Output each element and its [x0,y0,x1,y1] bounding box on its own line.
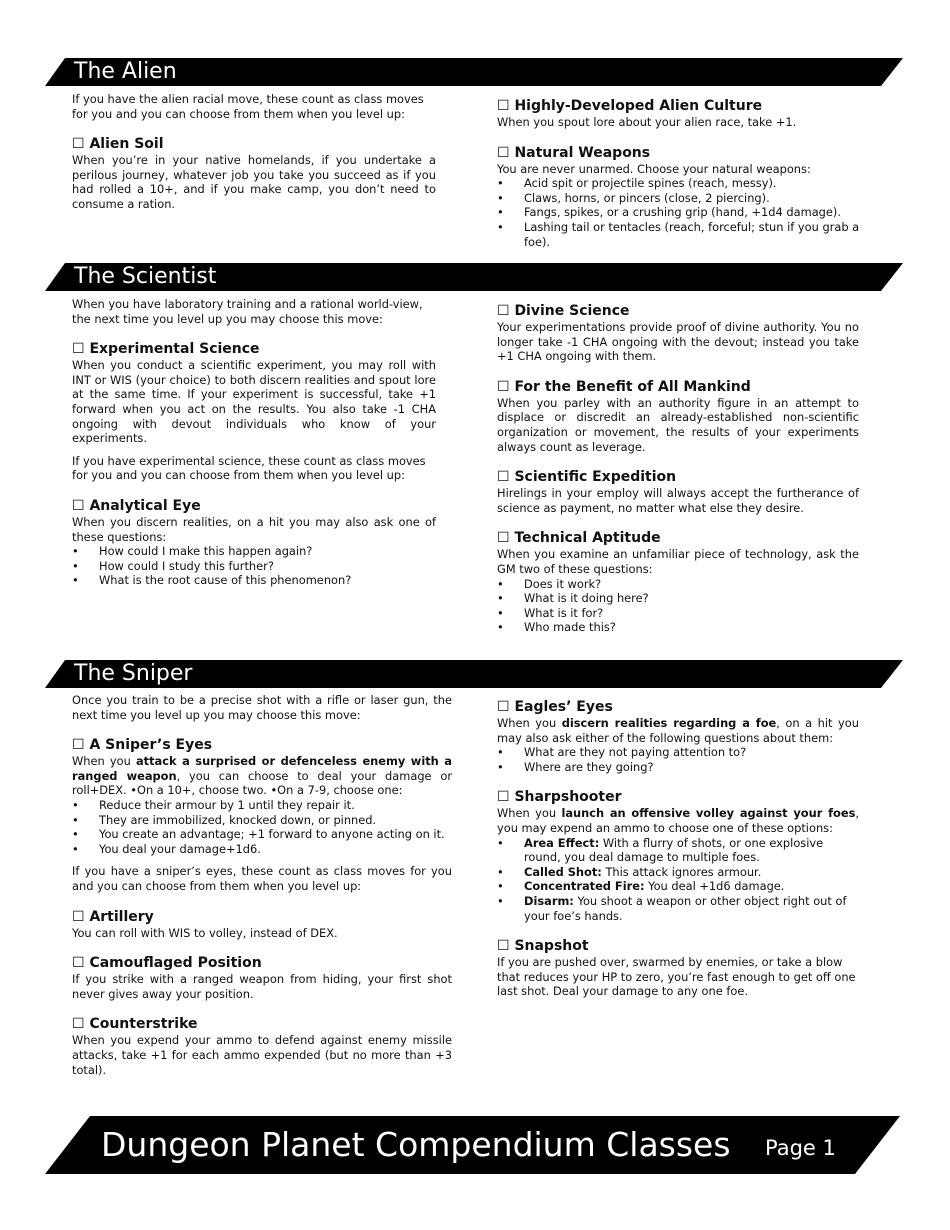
list-item: • Lashing tail or tentacles (reach, forceful; stun if you grab a foe). [497,220,882,249]
move-heading-sharpshooter: ☐ Sharpshooter [497,789,622,806]
move-heading-analytical-eye: ☐ Analytical Eye [72,497,201,514]
move-text-snipers-eyes: When you attack a surprised or defenceless enemy with a ranged weapon, you can choose to deal your damage or roll+DEX. •On a 10+, choose two. •On a 7-9, choose one: [72,754,453,798]
section-banner-sniper [0,660,950,688]
move-text-snapshot: If you are pushed over, swarmed by enemies, or take a blow that reduces your HP to zero, you’re fast enough to get off one last shot. Deal your damage to any one foe. [497,955,856,999]
checkbox-icon[interactable]: ☐ [497,469,510,486]
checkbox-icon[interactable]: ☐ [497,144,510,161]
list-item: • Area Effect: With a flurry of shots, or one explosive round, you deal damage to multiple foes. [497,836,859,865]
move-text-artillery: You can roll with WIS to volley, instead of DEX. [72,925,338,940]
natural-weapons-list [497,176,882,249]
move-text-alien-culture: When you spout lore about your alien race, take +1. [497,115,797,129]
checkbox-icon[interactable]: ☐ [72,136,85,153]
move-heading-alien-culture: ☐ Highly-Developed Alien Culture [497,98,763,114]
list-item: • Acid spit or projectile spines (reach, messy). [497,176,882,191]
footer-banner [0,1116,950,1174]
scientist-intro: When you have laboratory training and a rational world-view, the next time you level up you may choose this move: [72,297,423,326]
list-item: • You deal your damage+1d6. [72,842,452,857]
move-heading-snipers-eyes: ☐ A Sniper’s Eyes [72,737,213,754]
section-banner-scientist [0,263,950,291]
move-heading-alien-soil: ☐ Alien Soil [72,136,164,153]
checkbox-icon[interactable]: ☐ [497,98,510,114]
move-text-experimental-science: When you conduct a scientific experiment, you may roll with INT or WIS (your choice) to both discern realities and spout lore at the same time. If your experiment is successful, take +1 forward when you act on the results. You also take -1 CHA ongoing with devout individuals who know of your experiments. [72,358,436,446]
footer-title: Dungeon Planet Compendium Classes [101,1125,731,1164]
move-heading-snapshot: ☐ Snapshot [497,938,589,955]
section-title-alien: The Alien [74,59,177,84]
move-heading-eagles-eyes: ☐ Eagles’ Eyes [497,699,613,715]
list-item: • Where are they going? [497,760,859,775]
checkbox-icon[interactable]: ☐ [72,341,85,358]
move-heading-camouflaged-position: ☐ Camouflaged Position [72,955,262,972]
list-item: • Reduce their armour by 1 until they repair it. [72,798,452,813]
checkbox-icon[interactable]: ☐ [72,908,85,925]
checkbox-icon[interactable]: ☐ [497,789,510,806]
sniper-left-column [72,693,452,1077]
technical-aptitude-list [497,577,859,635]
move-text-analytical-eye: When you discern realities, on a hit you may also ask one of these questions: [72,514,436,544]
move-heading-divine-science: ☐ Divine Science [497,303,630,319]
section-title-scientist: The Scientist [74,264,217,289]
move-text-eagles-eyes: When you discern realities regarding a foe, on a hit you may also ask either of the following questions about them: [497,716,859,745]
move-heading-scientific-expedition: ☐ Scientific Expedition [497,469,677,486]
move-text-camouflaged-position: If you strike with a ranged weapon from hiding, your first shot never gives away your position. [72,972,452,1001]
list-item: • How could I study this further? [72,559,436,574]
alien-left-column [72,92,436,212]
move-text-divine-science: Your experimentations provide proof of divine authority. You no longer take -1 CHA ongoing with the devout; instead you take +1 CHA ongoing with them. [497,320,859,364]
checkbox-icon[interactable]: ☐ [497,378,510,395]
list-item: • What is it doing here? [497,591,859,606]
alien-right-column [497,97,882,249]
move-text-natural-weapons: You are never unarmed. Choose your natural weapons: [497,161,811,176]
scientist-right-column [497,302,859,635]
checkbox-icon[interactable]: ☐ [497,530,510,547]
sniper-intro: Once you train to be a precise shot with a rifle or laser gun, the next time you level up you may choose this move: [72,693,452,722]
list-item: • Fangs, spikes, or a crushing grip (hand, +1d4 damage). [497,205,882,220]
checkbox-icon[interactable]: ☐ [497,303,510,319]
list-item: • Called Shot: This attack ignores armour. [497,865,859,880]
move-heading-benefit-of-mankind: ☐ For the Benefit of All Mankind [497,378,751,395]
list-item: • Disarm: You shoot a weapon or other object right out of your foe’s hands. [497,894,859,923]
move-heading-counterstrike: ☐ Counterstrike [72,1016,198,1033]
alien-intro: If you have the alien racial move, these count as class moves for you and you can choose from them when you level up: [72,92,424,121]
section-title-sniper: The Sniper [74,661,193,686]
move-text-sharpshooter: When you launch an offensive volley against your foes, you may expend an ammo to choose one of these options: [497,806,859,835]
sharpshooter-list [497,836,859,924]
eagles-eyes-list [497,745,859,774]
move-heading-experimental-science: ☐ Experimental Science [72,341,260,358]
move-text-benefit-of-mankind: When you parley with an authority figure in an attempt to displace or discredit an already-established non-scientific organization or movement, the results of your experiments always count as leverage. [497,395,859,454]
scientist-left-column [72,297,436,588]
move-text-technical-aptitude: When you examine an unfamiliar piece of technology, ask the GM two of these questions: [497,547,859,576]
list-item: • Does it work? [497,577,859,592]
page-number: Page 1 [765,1136,836,1160]
checkbox-icon[interactable]: ☐ [497,699,510,715]
move-text-scientific-expedition: Hirelings in your employ will always accept the furtherance of science as payment, no matter what else they desire. [497,486,859,515]
snipers-eyes-list [72,798,452,856]
list-item: • Claws, horns, or pincers (close, 2 piercing). [497,191,882,206]
checkbox-icon[interactable]: ☐ [72,497,85,514]
scientist-intro-2: If you have experimental science, these count as class moves for you and you can choose from them when you level up: [72,453,426,483]
checkbox-icon[interactable]: ☐ [72,955,85,972]
checkbox-icon[interactable]: ☐ [497,938,510,955]
move-text-alien-soil: When you’re in your native homelands, if you undertake a perilous journey, whatever job you take you succeed as if you had rolled a 10+, and if you make camp, you don’t need to consume a ration. [72,153,436,211]
checkbox-icon[interactable]: ☐ [72,1016,85,1033]
list-item: • Who made this? [497,620,859,635]
move-heading-natural-weapons: ☐ Natural Weapons [497,144,651,161]
list-item: • What is it for? [497,606,859,621]
move-heading-technical-aptitude: ☐ Technical Aptitude [497,530,661,547]
move-text-counterstrike: When you expend your ammo to defend against enemy missile attacks, take +1 for each ammo expended (but no more than +3 total). [72,1033,452,1077]
list-item: • You create an advantage; +1 forward to anyone acting on it. [72,827,452,842]
list-item: • They are immobilized, knocked down, or pinned. [72,813,452,828]
move-heading-artillery: ☐ Artillery [72,908,154,925]
checkbox-icon[interactable]: ☐ [72,737,85,754]
sniper-right-column [497,698,859,999]
analytical-eye-list [72,544,436,588]
list-item: • What are they not paying attention to? [497,745,859,760]
sniper-intro-2: If you have a sniper’s eyes, these count as class moves for you and you can choose from them when you level up: [72,864,452,893]
list-item: • Concentrated Fire: You deal +1d6 damage. [497,879,859,894]
list-item: • What is the root cause of this phenomenon? [72,573,436,588]
list-item: • How could I make this happen again? [72,544,436,559]
section-banner-alien [0,58,950,86]
